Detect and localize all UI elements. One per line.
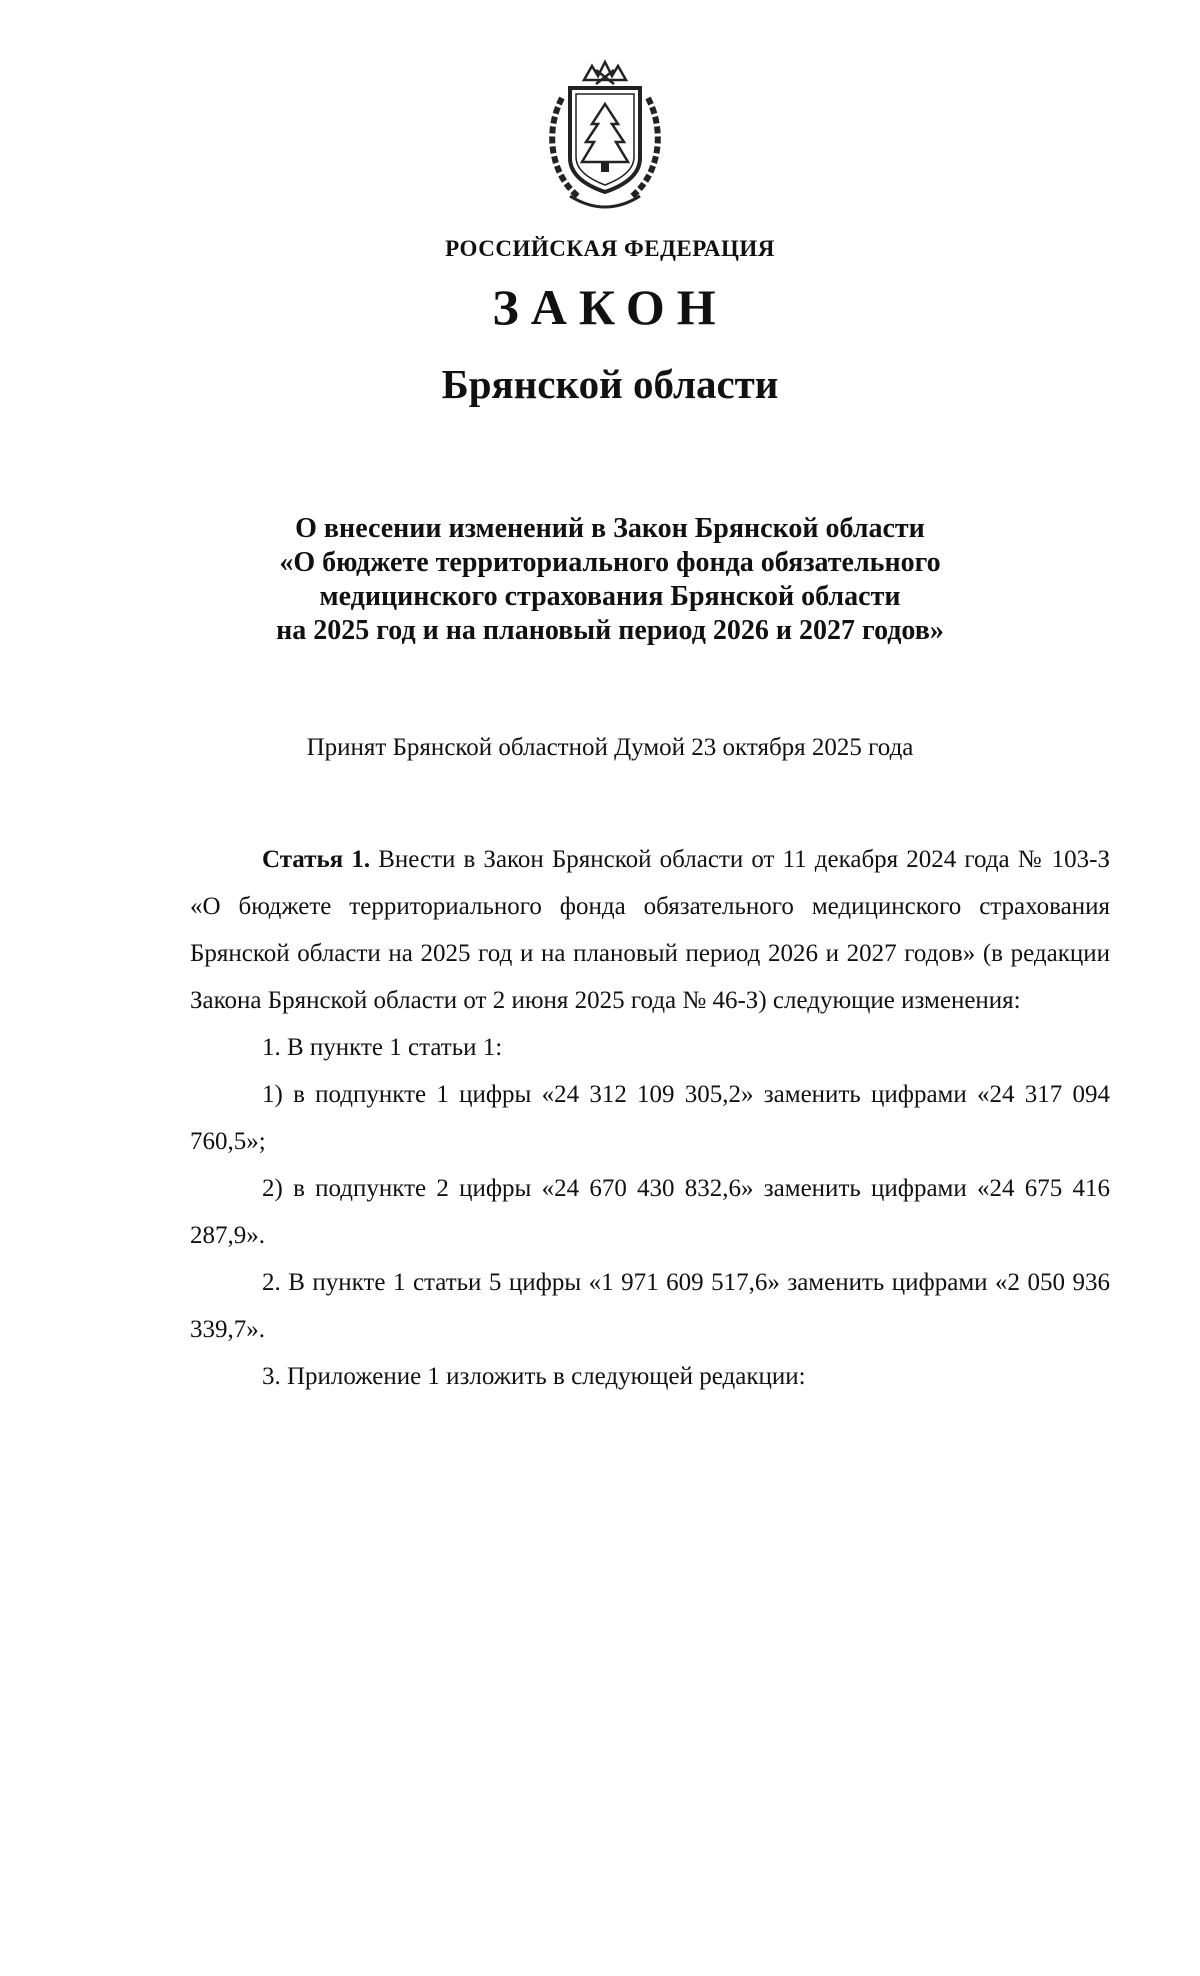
article-label: Статья 1. xyxy=(262,846,371,873)
article-item: 1. В пункте 1 статьи 1: xyxy=(262,1034,503,1061)
article-item: 1) в подпункте 1 цифры «24 312 109 305,2» заменить цифрами «24 317 094 760,5»; xyxy=(190,1081,1110,1155)
law-title-line: О внесении изменений в Закон Брянской области xyxy=(295,513,925,544)
region-heading: Брянской области xyxy=(441,361,779,407)
article-paragraph xyxy=(190,836,1110,1024)
law-title-line: «О бюджете территориального фонда обязательного xyxy=(279,547,941,578)
article-item: 2. В пункте 1 статьи 5 цифры «1 971 609 517,6» заменить цифрами «2 050 936 339,7». xyxy=(190,1269,1110,1343)
country-heading: РОССИЙСКАЯ ФЕДЕРАЦИЯ xyxy=(445,236,775,261)
article-body xyxy=(190,836,1110,1400)
adoption-note: Принят Брянской областной Думой 23 октября 2025 года xyxy=(306,734,914,761)
article-item: 2) в подпункте 2 цифры «24 670 430 832,6» заменить цифрами «24 675 416 287,9». xyxy=(190,1175,1110,1249)
law-title-line: медицинского страхования Брянской области xyxy=(319,581,901,612)
law-title xyxy=(0,512,1200,648)
article-intro: Внести в Закон Брянской области от 11 декабря 2024 года № 103-З «О бюджете территориального фонда обязательного медицинского страхования Брянской области на 2025 год и на плановый период 2026 и 2027 годов» (в редакции Закона Брянской области от 2 июня 2025 года № 46-З) следующие изменения: xyxy=(190,846,1110,1014)
law-title-line: на 2025 год и на плановый период 2026 и 2027 годов» xyxy=(276,615,944,646)
coat-of-arms-emblem xyxy=(540,58,670,218)
document-type-heading: ЗАКОН xyxy=(492,279,728,335)
article-item: 3. Приложение 1 изложить в следующей редакции: xyxy=(262,1363,806,1390)
